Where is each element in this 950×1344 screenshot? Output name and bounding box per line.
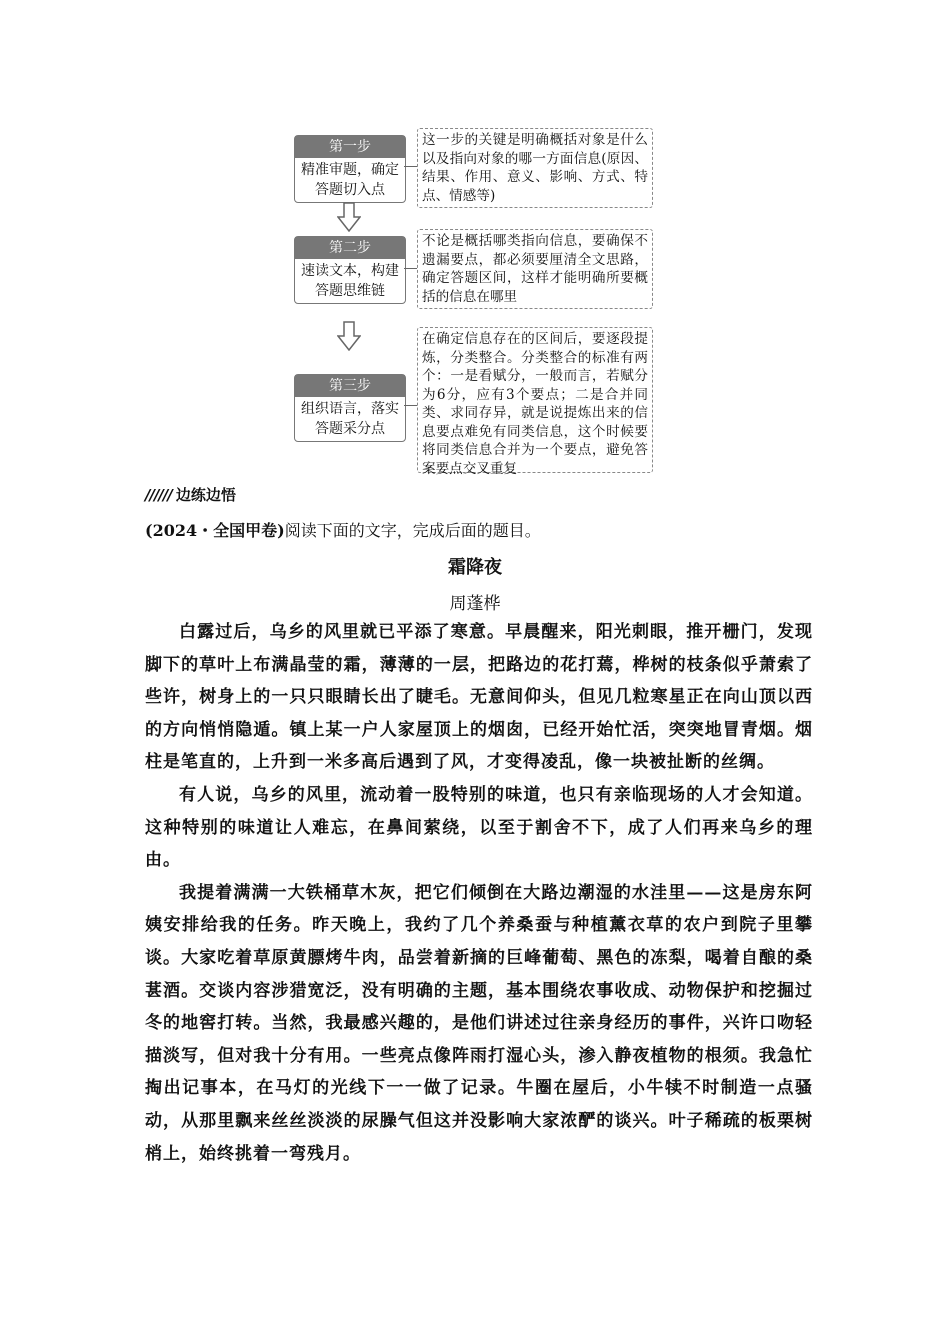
- step-3-note: 在确定信息存在的区间后，要逐段提炼，分类整合。分类整合的标准有两个：一是看赋分，一般而言，若赋分为6分，应有3个要点；二是合并同类、求同存异，就是说提炼出来的信息要点难免有同类信息，这个时候要将同类信息合并为一个要点，避免答案要点交叉重复: [417, 327, 653, 473]
- step-2-label: 第二步: [295, 237, 405, 259]
- paragraph: 有人说，乌乡的风里，流动着一股特别的味道，也只有亲临现场的人才会知道。这种特别的味道让人难忘，在鼻间萦绕，以至于割舍不下，成了人们再来乌乡的理由。: [145, 784, 813, 871]
- paragraph: 白露过后，乌乡的风里就已平添了寒意。早晨醒来，阳光刺眼，推开栅门，发现脚下的草叶上布满晶莹的霜，薄薄的一层，把路边的花打蔫，桦树的枝条似乎萧索了些许，树身上的一只只眼睛长出了睫毛。无意间仰头，但见几粒寒星正在向山顶以西的方向悄悄隐遁。镇上某一户人家屋顶上的烟囱，已经开始忙活，突突地冒青烟。烟柱是笔直的，上升到一米多高后遇到了风，才变得凌乱，像一块被扯断的丝绸。: [145, 622, 813, 773]
- step-2-body: 速读文本，构建答题思维链: [301, 263, 399, 299]
- source-instruction: 阅读下面的文字，完成后面的题目。: [284, 521, 541, 540]
- section-title: 边练边悟: [175, 486, 236, 504]
- down-arrow-icon: [337, 202, 361, 232]
- step-1-note: 这一步的关键是明确概括对象是什么以及指向对象的哪一方面信息(原因、结果、作用、意义、影响、方式、特点、情感等): [417, 128, 653, 208]
- step-1-box: [294, 135, 406, 203]
- step-1-label: 第一步: [295, 136, 405, 158]
- article-body: [145, 616, 813, 1170]
- section-heading: [145, 484, 236, 505]
- step-2-connector: [404, 268, 417, 269]
- flowchart: [0, 0, 950, 480]
- step-3-box: [294, 374, 406, 442]
- step-2-note: 不论是概括哪类指向信息，要确保不遗漏要点，都必须要厘清全文思路，确定答题区间，这样才能明确所要概括的信息在哪里: [417, 229, 653, 309]
- step-1-connector: [404, 166, 417, 167]
- down-arrow-icon: [337, 321, 361, 351]
- article-title: 霜降夜: [448, 557, 502, 578]
- source-year: (2024・全国甲卷): [145, 521, 285, 540]
- step-3-connector: [404, 405, 417, 406]
- step-2-box: [294, 236, 406, 304]
- step-3-body: 组织语言，落实答题采分点: [301, 401, 399, 437]
- paragraph: 我提着满满一大铁桶草木灰，把它们倾倒在大路边潮湿的水洼里——这是房东阿姨安排给我的任务。昨天晚上，我约了几个养桑蚕与种植薰衣草的农户到院子里攀谈。大家吃着草原黄膘烤牛肉，品尝着新摘的巨峰葡萄、黑色的冻梨，喝着自酿的桑葚酒。交谈内容涉猎宽泛，没有明确的主题，基本围绕农事收成、动物保护和挖掘过冬的地窖打转。当然，我最感兴趣的，是他们讲述过往亲身经历的事件，兴许口吻轻描淡写，但对我十分有用。一些亮点像阵雨打湿心头，渗入静夜植物的根须。我急忙掏出记事本，在马灯的光线下一一做了记录。牛圈在屋后，小牛犊不时制造一点骚动，从那里飘来丝丝淡淡的尿臊气但这并没影响大家浓酽的谈兴。叶子稀疏的板栗树梢上，始终挑着一弯残月。: [145, 882, 813, 1164]
- step-3-label: 第三步: [295, 375, 405, 397]
- section-slashes: //////: [145, 486, 172, 504]
- question-source: [145, 518, 541, 541]
- step-1-body: 精准审题，确定答题切入点: [301, 162, 399, 198]
- article-author: 周蓬桦: [449, 594, 501, 614]
